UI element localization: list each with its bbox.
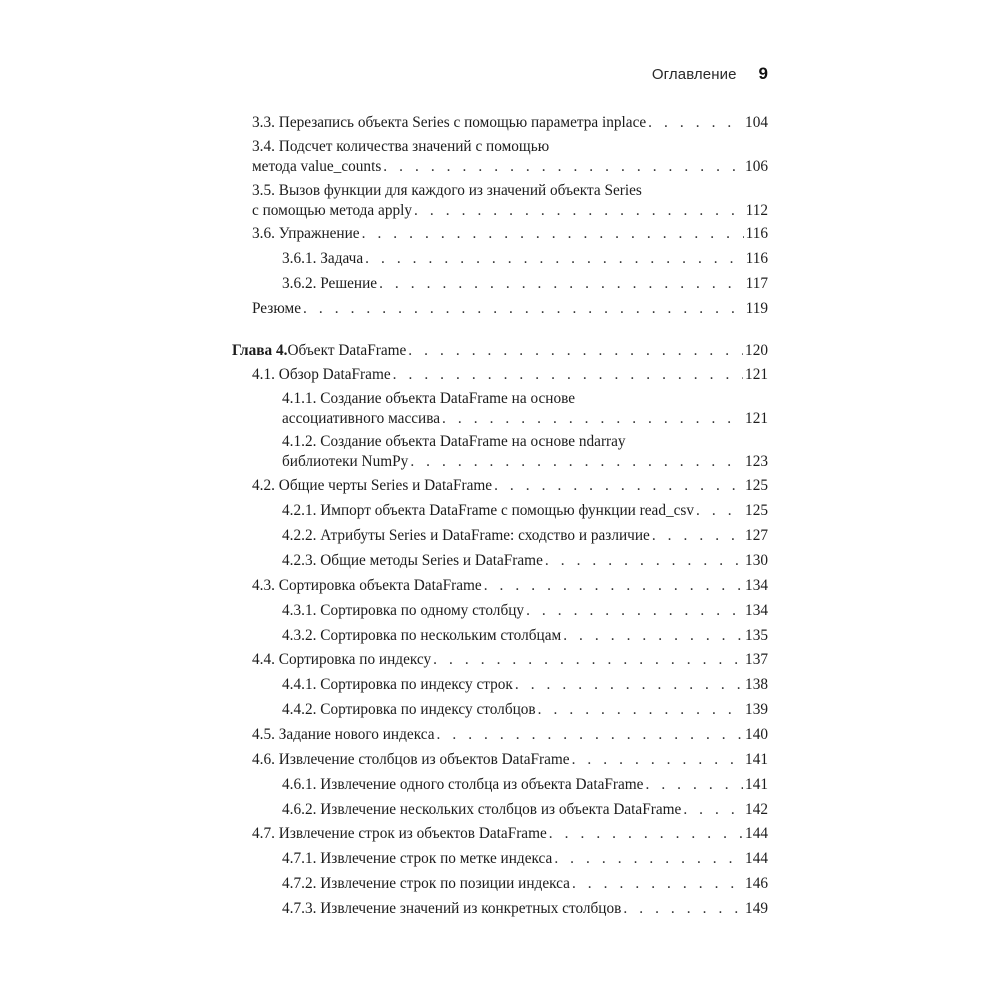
toc-entry-title: 4.3.2. Сортировка по нескольким столбцам [282, 627, 562, 644]
dot-leader [526, 601, 743, 621]
toc-page-number: 121 [745, 410, 768, 427]
toc-entry [0, 874, 768, 894]
toc-page-number: 121 [745, 366, 768, 383]
toc-page-number: 149 [745, 900, 768, 917]
dot-leader [549, 824, 743, 844]
dot-leader [648, 113, 743, 133]
toc-page-number: 144 [745, 850, 768, 867]
running-title: Оглавление [651, 66, 737, 83]
toc-page-number: 135 [745, 627, 768, 644]
toc-entry [0, 389, 768, 429]
dot-leader [484, 576, 743, 596]
toc-entry [0, 476, 768, 496]
toc-page-number: 134 [745, 577, 768, 594]
dot-leader [365, 249, 743, 269]
dot-leader [414, 201, 744, 221]
toc-page-number: 116 [745, 225, 768, 242]
toc-entry-title: с помощью метода apply [252, 202, 413, 219]
toc-page-number: 138 [745, 676, 768, 693]
toc-entry [0, 800, 768, 820]
toc-entry-title: 4.3.1. Сортировка по одному столбцу [282, 602, 525, 619]
toc-entry-title: 3.6.1. Задача [282, 250, 364, 267]
dot-leader [393, 365, 743, 385]
toc-entry [0, 249, 768, 269]
dot-leader [554, 849, 743, 869]
toc-entry-title: 4.7. Извлечение строк из объектов DataFrame [252, 825, 547, 842]
toc-entry-title: 4.7.3. Извлечение значений из конкретных столбцов [282, 900, 622, 917]
toc-entry-title: библиотеки NumPy [282, 453, 409, 470]
toc-page-number: 120 [745, 342, 768, 359]
toc-entry [0, 181, 768, 221]
toc-entry-title: 4.6.1. Извлечение одного столбца из объекта DataFrame [282, 776, 644, 793]
toc-entry-title: 4.6.2. Извлечение нескольких столбцов из объекта DataFrame [282, 801, 682, 818]
toc-entry [0, 899, 768, 919]
toc-page-number: 116 [745, 250, 768, 267]
dot-leader [494, 476, 743, 496]
dot-leader [545, 551, 743, 571]
toc-entry-title: 4.6. Извлечение столбцов из объектов DataFrame [252, 751, 570, 768]
dot-leader [303, 299, 744, 319]
toc-page-number: 123 [745, 453, 768, 470]
toc-entry-title: 4.4. Сортировка по индексу [252, 651, 432, 668]
toc-entry-title: 3.4. Подсчет количества значений с помощью [252, 138, 550, 155]
toc-page-number: 106 [745, 158, 768, 175]
toc-entry-title: 4.7.1. Извлечение строк по метке индекса [282, 850, 553, 867]
toc-entry-title: 4.2.1. Импорт объекта DataFrame с помощью функции read_csv [282, 502, 695, 519]
toc-entry-title: 4.3. Сортировка объекта DataFrame [252, 577, 482, 594]
dot-leader [652, 526, 743, 546]
toc-page-number: 140 [745, 726, 768, 743]
dot-leader [433, 650, 743, 670]
toc-entry-title: 4.2.3. Общие методы Series и DataFrame [282, 552, 543, 569]
toc-entry-title: 3.6. Упражнение [252, 225, 360, 242]
toc-page-number: 127 [745, 527, 768, 544]
dot-leader [683, 800, 743, 820]
toc-entry [0, 849, 768, 869]
dot-leader [515, 675, 743, 695]
toc-entry [0, 432, 768, 472]
toc-entry-title: 4.2.2. Атрибуты Series и DataFrame: сходство и различие [282, 527, 650, 544]
dot-leader [623, 899, 743, 919]
dot-leader [437, 725, 744, 745]
toc-entry-title: 4.1.1. Создание объекта DataFrame на основе [282, 390, 576, 407]
toc-entry [0, 775, 768, 795]
toc-entry [0, 274, 768, 294]
toc-entry [0, 113, 768, 133]
toc-entry-title: 4.2. Общие черты Series и DataFrame [252, 477, 493, 494]
dot-leader [645, 775, 743, 795]
toc-entry [0, 551, 768, 571]
toc-entry [0, 365, 768, 385]
toc-entry [0, 601, 768, 621]
toc-page-number: 139 [745, 701, 768, 718]
dot-leader [572, 874, 743, 894]
toc-page-number: 119 [745, 300, 768, 317]
toc-entry [0, 750, 768, 770]
toc-entry-title: метода value_counts [252, 158, 382, 175]
toc-page-number: 141 [745, 751, 768, 768]
toc-entry-title: 4.7.2. Извлечение строк по позиции индекса [282, 875, 570, 892]
dot-leader [383, 157, 743, 177]
toc-page-number: 134 [745, 602, 768, 619]
toc-entry [0, 137, 768, 177]
dot-leader [408, 341, 743, 361]
dot-leader [442, 409, 743, 429]
toc-entry-title: Объект DataFrame [287, 342, 407, 359]
toc-page-number: 125 [745, 502, 768, 519]
toc-entry [0, 224, 768, 244]
toc-entry [0, 700, 768, 720]
chapter-label: Глава 4. [232, 342, 288, 359]
toc-page-number: 142 [745, 801, 768, 818]
dot-leader [379, 274, 744, 294]
toc-entry-title: 3.6.2. Решение [282, 275, 378, 292]
toc-entry [0, 626, 768, 646]
toc-page-number: 130 [745, 552, 768, 569]
toc-entry-title: 4.4.2. Сортировка по индексу столбцов [282, 701, 536, 718]
toc-entry [0, 824, 768, 844]
dot-leader [696, 501, 743, 521]
toc-entry [0, 725, 768, 745]
toc-entry [0, 501, 768, 521]
toc-page-number: 117 [745, 275, 768, 292]
toc-entry-title: 4.5. Задание нового индекса [252, 726, 435, 743]
dot-leader [572, 750, 743, 770]
dot-leader [538, 700, 743, 720]
toc-entry-title: ассоциативного массива [282, 410, 441, 427]
toc-page-number: 137 [745, 651, 768, 668]
toc-page-number: 104 [745, 114, 768, 131]
toc-entry-title: 3.3. Перезапись объекта Series с помощью параметра inplace [252, 114, 647, 131]
toc-entry [0, 576, 768, 596]
toc-page-number: 112 [745, 202, 768, 219]
toc-entry-title: 3.5. Вызов функции для каждого из значений объекта Series [252, 182, 642, 199]
toc-entry [0, 526, 768, 546]
toc-entry-title: 4.4.1. Сортировка по индексу строк [282, 676, 513, 693]
toc-entry [0, 675, 768, 695]
toc-page-number: 141 [745, 776, 768, 793]
toc-entry [0, 650, 768, 670]
toc-entry-title: Резюме [252, 300, 302, 317]
dot-leader [410, 452, 743, 472]
toc-entry-title: 4.1. Обзор DataFrame [252, 366, 391, 383]
toc-page-number: 144 [745, 825, 768, 842]
toc-page-number: 146 [745, 875, 768, 892]
toc-entry [0, 341, 768, 361]
dot-leader [563, 626, 743, 646]
page-header [600, 64, 768, 88]
page-number: 9 [758, 64, 768, 83]
toc-entry-title: 4.1.2. Создание объекта DataFrame на основе ndarray [282, 433, 626, 450]
toc-entry [0, 299, 768, 319]
dot-leader [362, 224, 744, 244]
toc-page-number: 125 [745, 477, 768, 494]
